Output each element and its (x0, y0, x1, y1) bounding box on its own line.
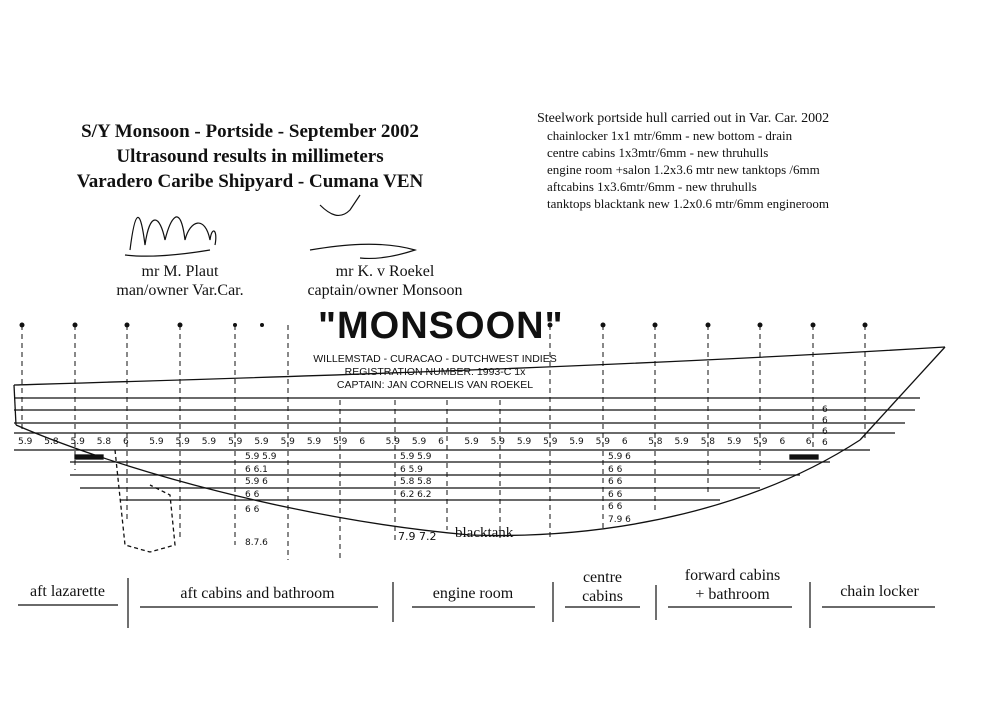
strip-value: 5.9 (70, 437, 85, 447)
strip-value: 5.8 (648, 437, 663, 447)
title-line-1: S/Y Monsoon - Portside - September 2002 (81, 121, 419, 142)
compartment-forward-cabins (665, 566, 800, 604)
notes-item: centre cabins 1x3mtr/6mm - new thruhulls (547, 145, 769, 160)
measurement-value: 6 (822, 438, 828, 448)
signatory-left (80, 262, 280, 300)
compartment-label-2: + bathroom (695, 586, 770, 603)
compartment-chain-locker (822, 582, 937, 601)
signatory-left-name: mr M. Plaut (141, 263, 219, 280)
signatory-right (280, 262, 490, 300)
strip-value: 6 (621, 437, 628, 447)
keel-values: 7.9 7.2 (398, 530, 437, 543)
strip-value: 6 (438, 437, 444, 447)
strip-value: 5.9 (753, 437, 768, 447)
measurement-value: 6 6 (608, 502, 623, 512)
measurement-value: 6 6.1 (245, 464, 268, 475)
strip-value: 5.9 (726, 437, 742, 447)
strip-value: 5.9 (385, 437, 400, 447)
registration-block (305, 353, 565, 392)
strip-value: 5.9 (674, 437, 689, 447)
measurement-value: 5.9 6 (245, 477, 268, 487)
measurement-value: 6 6 (608, 489, 623, 500)
notes-heading: Steelwork portside hull carried out in Var. Car. 2002 (537, 111, 830, 126)
strip-value: 5.8 (700, 437, 716, 447)
stern-post (14, 385, 16, 425)
title-line-3: Varadero Caribe Shipyard - Cumana VEN (76, 171, 424, 192)
strip-value: 5.9 (254, 437, 269, 447)
engine-left-column (245, 451, 277, 501)
compartment-label-2: cabins (582, 588, 623, 605)
steelwork-notes (537, 110, 829, 212)
strip-value: 5.9 (175, 437, 190, 447)
compartment-label: centre (582, 569, 623, 586)
compartment-engine-room (412, 584, 534, 603)
title-line-2: Ultrasound results in millimeters (116, 146, 384, 167)
measurement-value: 7.9 6 (608, 514, 631, 525)
strip-value: 6 (779, 437, 786, 447)
strip-value: 5.9 (306, 437, 322, 447)
strip-value: 5.9 (516, 437, 532, 447)
engine-right-column (400, 451, 432, 501)
compartment-aft-lazarette (15, 582, 120, 601)
registration-line-3: CAPTAIN: JAN CORNELIS VAN ROEKEL (336, 379, 534, 391)
measurement-value: 6 (822, 416, 828, 426)
measurement-value: 6 5.9 (400, 464, 423, 475)
strip-value: 5.9 (280, 437, 295, 447)
boat-name: "MONSOON" (318, 305, 564, 347)
compartment-label: engine room (432, 585, 514, 602)
strip-value: 5.9 (569, 437, 584, 447)
measurement-value: 5.9 5.9 (400, 452, 432, 462)
bow-stem (860, 347, 945, 440)
strip-value: 6 (805, 437, 812, 447)
compartment-aft-cabins (140, 584, 375, 603)
measurement-value: 5.8 5.8 (400, 477, 432, 487)
strip-value: 6 (359, 437, 366, 447)
notes-item: engine room +salon 1.2x3.6 mtr new tanktops /6mm (547, 162, 820, 177)
signatory-right-role: captain/owner Monsoon (307, 282, 463, 299)
compartment-label: chain locker (840, 583, 919, 600)
strip-value: 5.9 (543, 437, 558, 447)
strip-value: 5.9 (595, 437, 610, 447)
strip-value: 5.9 (18, 437, 33, 447)
strip-value: 5.9 (490, 437, 505, 447)
strip-value: 5.9 (149, 437, 164, 447)
strip-value: 5.9 (333, 437, 348, 447)
signatory-left-role: man/owner Var.Car. (116, 282, 244, 299)
signatory-right-name: mr K. v Roekel (335, 263, 435, 280)
compartment-centre-cabins (560, 568, 645, 606)
compartment-label: aft lazarette (29, 583, 106, 600)
strip-value: 6 (123, 437, 129, 447)
compartment-label: aft cabins and bathroom (180, 585, 335, 602)
measurement-value: 6 6 (608, 477, 623, 487)
notes-item: tanktops blacktank new 1.2x0.6 mtr/6mm engineroom (547, 196, 829, 211)
strip-value: 5.8 (44, 437, 59, 447)
strip-value: 5.8 (96, 437, 112, 447)
strip-value: 5.9 (464, 437, 479, 447)
measurement-value: 6 (822, 427, 828, 437)
measurement-value: 6 6 (245, 489, 260, 500)
measurement-value: 6 (822, 405, 828, 415)
forward-column (608, 451, 631, 526)
registration-line-1: WILLEMSTAD - CURACAO - DUTCHWEST INDIES (313, 353, 557, 365)
strip-value: 5.9 (411, 437, 427, 447)
measurement-value: 5.9 5.9 (245, 452, 277, 462)
notes-item: aftcabins 1x3.6mtr/6mm - new thruhulls (547, 179, 757, 194)
stern-value: 8.7.6 (245, 538, 268, 548)
signature-scribbles (125, 195, 415, 258)
engine-bottom-value: 6 6 (245, 505, 260, 515)
strip-value: 5.9 (201, 437, 217, 447)
measurement-value: 6 6 (608, 464, 623, 475)
measurement-value: 5.9 6 (608, 452, 631, 462)
compartment-label: forward cabins (684, 567, 781, 584)
notes-item: chainlocker 1x1 mtr/6mm - new bottom - drain (547, 128, 793, 143)
registration-line-2: REGISTRATION NUMBER: 1993-C 1x (344, 366, 526, 378)
bow-column (822, 405, 828, 449)
strip-value: 5.9 (228, 437, 243, 447)
measurement-value: 6.2 6.2 (400, 489, 432, 500)
blacktank-label: blacktank (455, 525, 514, 541)
